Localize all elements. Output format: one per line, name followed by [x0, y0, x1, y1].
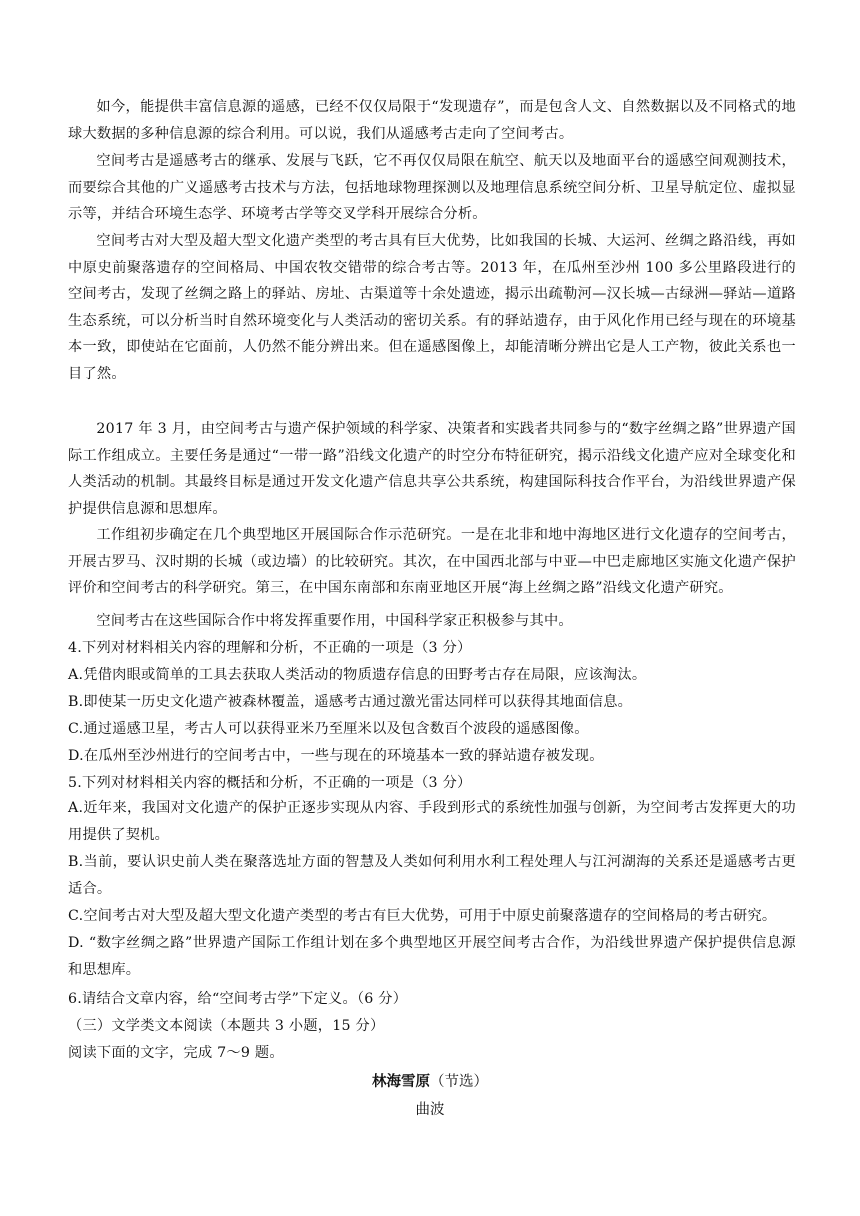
reading-instruction: 阅读下面的文字，完成 7～9 题。	[68, 1045, 284, 1061]
story-author: 曲波	[415, 1102, 445, 1118]
question-4-option-c: C.通过遥感卫星，考古人可以获得亚米乃至厘米以及包含数百个波段的遥感图像。	[68, 721, 589, 737]
paragraph-remote-sensing-intro: 如今，能提供丰富信息源的遥感，已经不仅仅局限于“发现遗存”，而是包含人文、自然数据以及不同格式的地球大数据的多种信息源的综合利用。可以说，我们从遥感考古走向了空间考古。	[68, 99, 796, 142]
question-5-option-b: B.当前，要认识史前人类在聚落选址方面的智慧及人类如何利用水利工程处理人与江河湖海的关系还是遥感考古更适合。	[68, 854, 796, 897]
story-title-note: （节选）	[430, 1074, 488, 1090]
question-4-option-d: D.在瓜州至沙州进行的空间考古中，一些与现在的环境基本一致的驿站遗存被发现。	[68, 748, 604, 764]
question-4-option-a: A.凭借肉眼或简单的工具去获取人类活动的物质遗存信息的田野考古存在局限，应该淘汰。	[68, 667, 647, 683]
question-5-stem: 5.下列对材料相关内容的概括和分析，不正确的一项是（3 分）	[68, 775, 472, 791]
question-4-option-b: B.即使某一历史文化遗产被森林覆盖，遥感考古通过激光雷达同样可以获得其地面信息。	[68, 694, 633, 710]
paragraph-space-archaeology-advantages: 空间考古对大型及超大型文化遗产类型的考古具有巨大优势，比如我国的长城、大运河、丝绸之路沿线，再如中原史前聚落遗存的空间格局、中国农牧交错带的综合考古等。2013 年，在瓜州至沙州 100 多公里路段进行的空间考古，发现了丝绸之路上的驿站、房址、古渠道等十余处遗迹，揭示出疏勒河—汉长城—古绿洲—驿站—道路生态系统，可以分析当时自然环境变化与人类活动的密切关系。有的驿站遗存，由于风化作用已经与现在的环境基本一致，即使站在它面前，人仍然不能分辨出来。但在遥感图像上，却能清晰分辨出它是人工产物，彼此关系也一目了然。	[68, 233, 796, 382]
question-5-option-d: D. “数字丝绸之路”世界遗产国际工作组计划在多个典型地区开展空间考古合作，为沿线世界遗产保护提供信息源和思想库。	[68, 935, 796, 978]
question-6: 6.请结合文章内容，给“空间考古学”下定义。（6 分）	[68, 991, 408, 1007]
paragraph-working-group: 工作组初步确定在几个典型地区开展国际合作示范研究。一是在北非和地中海地区进行文化遗存的空间考古，开展古罗马、汉时期的长城（或边墙）的比较研究。其次，在中国西北部与中亚—中巴走廊地区实施文化遗产保护评价和空间考古的科学研究。第三，在中国东南部和东南亚地区开展“海上丝绸之路”沿线文化遗产研究。	[68, 527, 796, 597]
question-4-stem: 4.下列对材料相关内容的理解和分析，不正确的一项是（3 分）	[68, 640, 472, 656]
section-heading-literary-reading: （三）文学类文本阅读（本题共 3 小题，15 分）	[68, 1018, 385, 1034]
paragraph-digital-silk-road: 2017 年 3 月，由空间考古与遗产保护领域的科学家、决策者和实践者共同参与的“数字丝绸之路”世界遗产国际工作组成立。主要任务是通过“一带一路”沿线文化遗产的时空分布特征研究，揭示沿线文化遗产应对全球变化和人类活动的机制。其最终目标是通过开发文化遗产信息共享公共系统，构建国际科技合作平台，为沿线世界遗产保护提供信息源和思想库。	[68, 421, 796, 517]
story-title	[0, 1072, 860, 1092]
question-5-option-a: A.近年来，我国对文化遗产的保护正逐步实现从内容、手段到形式的系统性加强与创新，为空间考古发挥更大的功用提供了契机。	[68, 800, 796, 843]
story-title-main: 林海雪原	[372, 1074, 430, 1090]
paragraph-space-archaeology-definition: 空间考古是遥感考古的继承、发展与飞跃，它不再仅仅局限在航空、航天以及地面平台的遥感空间观测技术，而要综合其他的广义遥感考古技术与方法，包括地球物理探测以及地理信息系统空间分析、卫星导航定位、虚拟显示等，并结合环境生态学、环境考古学等交叉学科开展综合分析。	[68, 153, 796, 223]
question-5-option-c: C.空间考古对大型及超大型文化遗产类型的考古有巨大优势，可用于中原史前聚落遗存的空间格局的考古研究。	[68, 908, 777, 924]
paragraph-conclusion: 空间考古在这些国际合作中将发挥重要作用，中国科学家正积极参与其中。	[96, 613, 573, 629]
